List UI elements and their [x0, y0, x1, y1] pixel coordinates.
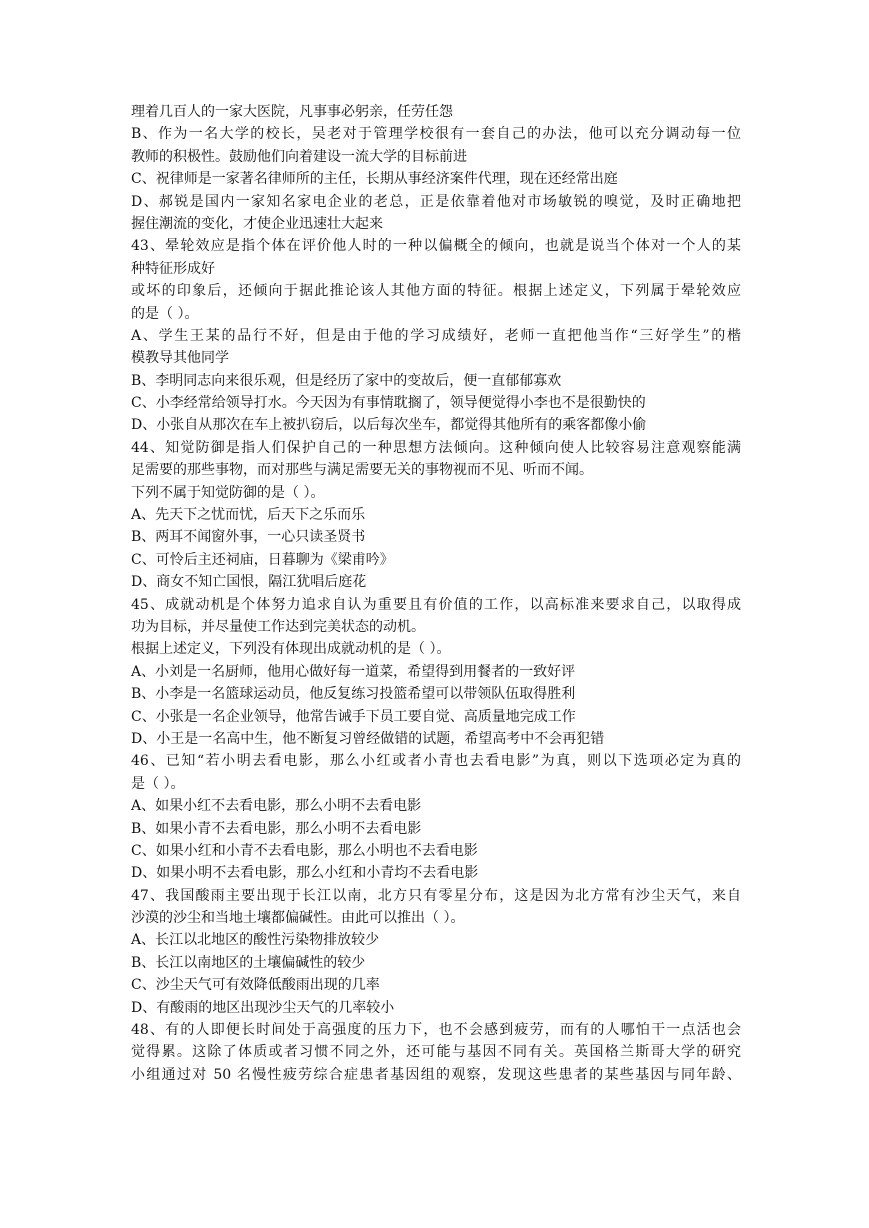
- text-line: D、如果小明不去看电影，那么小红和小青均不去看电影: [131, 865, 479, 882]
- text-line: 47、我国酸雨主要出现于长江以南，北方只有零星分布，这是因为北方常有沙尘天气，来自: [131, 887, 741, 904]
- text-line: 种特征形成好: [131, 260, 215, 277]
- text-line: 下列不属于知觉防御的是（ ）。: [131, 484, 325, 501]
- text-line: 小组通过对 50 名慢性疲劳综合症患者基因组的观察，发现这些患者的某些基因与同年龄、: [131, 1066, 741, 1083]
- text-line: 44、知觉防御是指人们保护自己的一种思想方法倾向。这种倾向使人比较容易注意观察能满: [131, 439, 741, 456]
- text-line: 的是（ ）。: [131, 305, 199, 322]
- text-line: D、有酸雨的地区出现沙尘天气的几率较小: [131, 999, 395, 1016]
- text-line: 理着几百人的一家大医院，凡事事必躬亲，任劳任怨: [131, 104, 453, 120]
- text-line: A、长江以北地区的酸性污染物排放较少: [131, 932, 380, 949]
- text-line: 觉得累。这除了体质或者习惯不同之外，还可能与基因不同有关。英国格兰斯哥大学的研究: [131, 1044, 741, 1061]
- text-line: B、小李是一名篮球运动员，他反复练习投篮希望可以带领队伍取得胜利: [131, 686, 576, 703]
- text-line: C、可怜后主还祠庙，日暮聊为《梁甫吟》: [131, 551, 394, 568]
- text-line: C、祝律师是一家著名律师所的主任，长期从事经济案件代理，现在还经常出庭: [131, 171, 618, 188]
- document-page: [131, 101, 741, 1086]
- text-line: B、李明同志向来很乐观，但是经历了家中的变故后，便一直郁郁寡欢: [131, 372, 562, 389]
- text-line: B、作为一名大学的校长，吴老对于管理学校很有一套自己的办法，他可以充分调动每一位: [131, 126, 741, 143]
- text-line: A、学生王某的品行不好，但是由于他的学习成绩好，老师一直把他当作“三好学生”的楷: [131, 327, 741, 344]
- text-line: C、沙尘天气可有效降低酸雨出现的几率: [131, 977, 380, 994]
- text-line: B、长江以南地区的土壤偏碱性的较少: [131, 954, 366, 971]
- text-line: B、如果小青不去看电影，那么小明不去看电影: [131, 820, 422, 837]
- text-line: A、小刘是一名厨师，他用心做好每一道菜，希望得到用餐者的一致好评: [131, 663, 576, 680]
- text-line: 根据上述定义，下列没有体现出成就动机的是（ ）。: [131, 641, 451, 658]
- text-line: A、先天下之忧而忧，后天下之乐而乐: [131, 507, 366, 524]
- text-line: 43、晕轮效应是指个体在评价他人时的一种以偏概全的倾向，也就是说当个体对一个人的某: [131, 238, 741, 255]
- text-line: 模教导其他同学: [131, 350, 229, 367]
- text-line: 48、有的人即便长时间处于高强度的压力下，也不会感到疲劳，而有的人哪怕干一点活也会: [131, 1022, 741, 1039]
- text-line: 功为目标，并尽量使工作达到完美状态的动机。: [131, 618, 425, 635]
- text-line: 教师的积极性。鼓励他们向着建设一流大学的目标前进: [131, 148, 467, 165]
- text-line: C、小张是一名企业领导，他常告诫手下员工要自觉、高质量地完成工作: [131, 708, 576, 725]
- text-line: D、小张自从那次在车上被扒窃后，以后每次坐车，都觉得其他所有的乘客都像小偷: [131, 417, 647, 434]
- text-line: C、小李经常给领导打水。今天因为有事情耽搁了，领导便觉得小李也不是很勤快的: [131, 395, 646, 412]
- text-line: 握住潮流的变化，才使企业迅速壮大起来: [131, 215, 383, 232]
- text-line: 沙漠的沙尘和当地土壤都偏碱性。由此可以推出（ ）。: [131, 910, 465, 927]
- text-line: B、两耳不闻窗外事，一心只读圣贤书: [131, 529, 366, 546]
- text-line: D、商女不知亡国恨，隔江犹唱后庭花: [131, 574, 367, 591]
- text-line: 45、成就动机是个体努力追求自认为重要且有价值的工作，以高标准来要求自己，以取得成: [131, 596, 741, 613]
- text-line: A、如果小红不去看电影，那么小明不去看电影: [131, 798, 422, 815]
- text-line: 46、已知“若小明去看电影，那么小红或者小青也去看电影”为真，则以下选项必定为真的: [131, 753, 741, 770]
- text-line: 足需要的那些事物，而对那些与满足需要无关的事物视而不见、听而不闻。: [131, 462, 593, 479]
- text-line: D、郝锐是国内一家知名家电企业的老总，正是依靠着他对市场敏锐的嗅觉，及时正确地把: [131, 193, 741, 210]
- text-line: C、如果小红和小青不去看电影，那么小明也不去看电影: [131, 842, 478, 859]
- text-line: D、小王是一名高中生，他不断复习曾经做错的试题，希望高考中不会再犯错: [131, 730, 605, 747]
- text-line: 或坏的印象后，还倾向于据此推论该人其他方面的特征。根据上述定义，下列属于晕轮效应: [131, 283, 741, 300]
- text-line: 是（ ）。: [131, 775, 185, 792]
